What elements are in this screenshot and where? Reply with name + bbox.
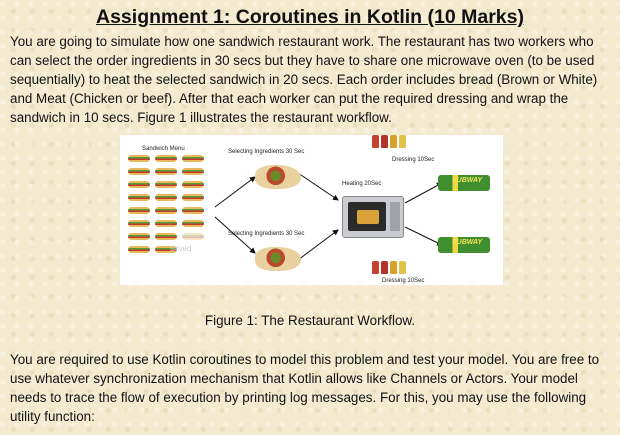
wrapped-sandwich-top-image [438, 175, 490, 191]
select-bottom-label: Selecting Ingredients 30 Sec [228, 231, 305, 237]
heating-label: Heating 20Sec [342, 181, 382, 187]
wrap-sandwich-bottom-image [255, 247, 301, 271]
arrow-menu-to-select-top [215, 177, 255, 207]
dressing-top-label: Dressing 10Sec [392, 157, 435, 163]
arrow-select-to-heat-top [298, 173, 338, 200]
assignment-title: Assignment 1: Coroutines in Kotlin (10 Marks) [96, 6, 524, 28]
wrap-brand-text-top: SUBWAY [452, 177, 483, 184]
microwave-image [342, 196, 404, 238]
requirements-paragraph: You are required to use Kotlin coroutines to model this problem and test your model. You are free to use whatever synchronization mechanism that Kotlin allows like Channels or Actors. Your model needs to trace the flow of execution by printing log messages. For this, you may use the following utility function: [10, 352, 600, 424]
figure-caption: Figure 1: The Restaurant Workflow. [204, 313, 416, 328]
menu-faded-text: sirved [170, 244, 192, 253]
wrapped-sandwich-bottom-image [438, 237, 490, 253]
wrap-brand-text-bottom: SUBWAY [452, 239, 483, 246]
dressing-bottom-label: Dressing 10Sec [382, 278, 425, 284]
arrow-heat-to-dress-top [405, 183, 442, 203]
wrap-sandwich-top-image [255, 165, 301, 189]
intro-paragraph: You are going to simulate how one sandwich restaurant work. The restaurant has two workers who can select the order ingredients in 30 secs but they have to share one microwave oven (to be used sequentially) to heat the selected sandwich in 20 secs. Each order includes bread (Brown or White) and Meat (Chicken or beef). After that each worker can put the required dressing and wrap the sandwich in 10 secs. Figure 1 illustrates the restaurant workflow. [10, 34, 598, 125]
select-top-label: Selecting Ingredients 30 Sec [228, 149, 305, 155]
workflow-figure [120, 135, 503, 285]
arrow-heat-to-dress-bottom [405, 227, 442, 245]
workflow-arrows [120, 135, 503, 285]
menu-label: Sandwich Menu [142, 146, 185, 152]
